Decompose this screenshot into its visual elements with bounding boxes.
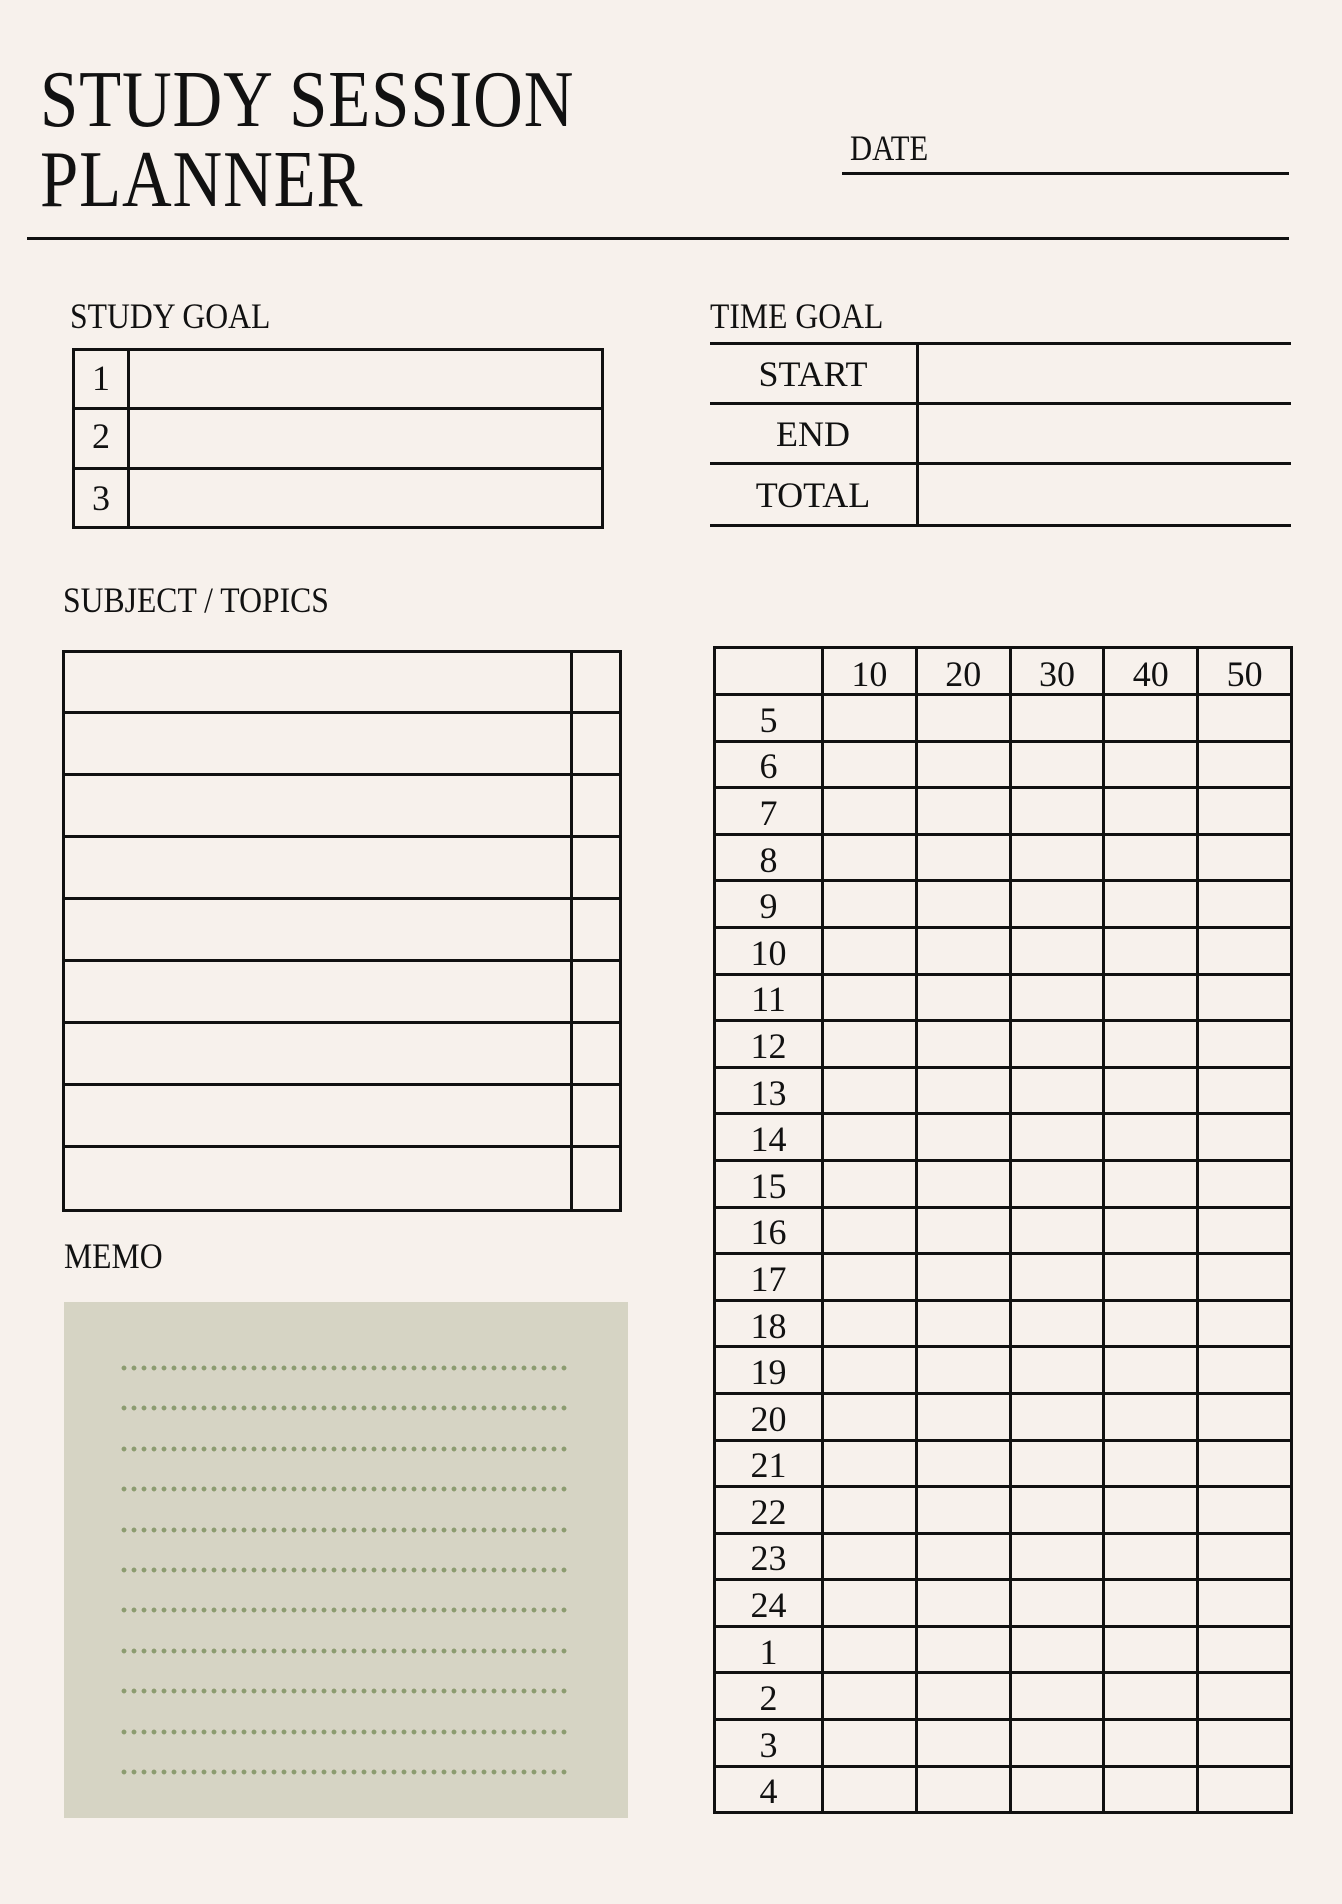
subject-row-divider [62, 835, 622, 838]
time-slot-cell[interactable] [916, 1114, 1010, 1161]
time-slot-cell[interactable] [1104, 834, 1198, 881]
date-field[interactable] [842, 172, 1289, 175]
subject-topic-checkbox[interactable] [575, 840, 618, 896]
time-slot-cell[interactable] [823, 1207, 917, 1254]
time-slot-cell[interactable] [1198, 1673, 1292, 1720]
time-slot-cell[interactable] [916, 1347, 1010, 1394]
subject-topic-checkbox[interactable] [575, 1026, 618, 1082]
time-slot-cell[interactable] [1104, 1393, 1198, 1440]
subject-topic-input[interactable] [66, 1088, 566, 1144]
grid-hour-row [715, 974, 1292, 1021]
hour-label: 22 [715, 1487, 823, 1534]
time-slot-cell[interactable] [1198, 741, 1292, 788]
date-label: DATE [850, 128, 929, 168]
subject-topic-input[interactable] [66, 654, 566, 710]
time-slot-cell[interactable] [823, 1580, 917, 1627]
hour-label: 21 [715, 1440, 823, 1487]
grid-hour-row [715, 881, 1292, 928]
time-slot-cell[interactable] [1010, 1254, 1104, 1301]
hour-label: 5 [715, 695, 823, 742]
grid-hour-row [715, 1440, 1292, 1487]
time-slot-cell[interactable] [1198, 1207, 1292, 1254]
time-slot-cell[interactable] [1104, 695, 1198, 742]
study-goal-number: 1 [92, 358, 110, 398]
time-slot-cell[interactable] [823, 1720, 917, 1767]
time-slot-cell[interactable] [1104, 788, 1198, 835]
time-slot-cell[interactable] [916, 1440, 1010, 1487]
time-slot-cell[interactable] [916, 1300, 1010, 1347]
hour-label: 9 [715, 881, 823, 928]
time-slot-cell[interactable] [823, 881, 917, 928]
grid-hour-row [715, 1393, 1292, 1440]
memo-dotted-line [119, 1729, 571, 1735]
hour-label: 19 [715, 1347, 823, 1394]
hour-label: 6 [715, 741, 823, 788]
time-slot-cell[interactable] [916, 1626, 1010, 1673]
time-goal-divider [916, 342, 919, 527]
study-goal-input-3[interactable] [132, 472, 600, 526]
hour-label: 17 [715, 1254, 823, 1301]
time-slot-cell[interactable] [823, 834, 917, 881]
time-slot-cell[interactable] [823, 695, 917, 742]
study-goal-input-2[interactable] [132, 412, 600, 466]
time-slot-cell[interactable] [1104, 927, 1198, 974]
hour-label: 15 [715, 1160, 823, 1207]
time-slot-cell[interactable] [916, 1766, 1010, 1813]
grid-hour-row [715, 1160, 1292, 1207]
time-slot-cell[interactable] [1010, 1347, 1104, 1394]
grid-hour-row [715, 1487, 1292, 1534]
time-slot-cell[interactable] [823, 1393, 917, 1440]
time-slot-cell[interactable] [1198, 695, 1292, 742]
time-slot-cell[interactable] [823, 1533, 917, 1580]
time-goal-end-label: END [776, 414, 850, 454]
time-slot-cell[interactable] [823, 1626, 917, 1673]
grid-hour-row [715, 1580, 1292, 1627]
minute-column-header: 50 [1198, 648, 1292, 695]
memo-dotted-line [119, 1567, 571, 1573]
page-title [40, 56, 661, 224]
time-slot-cell[interactable] [1010, 1580, 1104, 1627]
time-slot-cell[interactable] [1198, 1487, 1292, 1534]
time-slot-cell[interactable] [1010, 1300, 1104, 1347]
time-slot-cell[interactable] [916, 1160, 1010, 1207]
memo-dotted-line [119, 1405, 571, 1411]
time-slot-cell[interactable] [1198, 881, 1292, 928]
memo-dotted-line [119, 1769, 571, 1775]
time-slot-cell[interactable] [1198, 1580, 1292, 1627]
subject-topic-checkbox[interactable] [575, 778, 618, 834]
time-slot-cell[interactable] [1104, 1766, 1198, 1813]
time-goal-total-label: TOTAL [755, 475, 871, 515]
time-slot-cell[interactable] [823, 927, 917, 974]
subject-topic-input[interactable] [66, 964, 566, 1020]
minute-column-header: 30 [1010, 648, 1104, 695]
time-slot-cell[interactable] [1010, 1720, 1104, 1767]
hour-label: 4 [715, 1766, 823, 1813]
grid-header-row [715, 648, 1292, 695]
time-slot-cell[interactable] [823, 788, 917, 835]
subject-topic-input[interactable] [66, 840, 566, 896]
time-slot-cell[interactable] [1104, 1021, 1198, 1068]
memo-label: MEMO [64, 1236, 163, 1276]
time-slot-cell[interactable] [823, 1021, 917, 1068]
time-slot-cell[interactable] [1010, 927, 1104, 974]
time-slot-cell[interactable] [1104, 1626, 1198, 1673]
time-slot-cell[interactable] [916, 1580, 1010, 1627]
subject-topic-input[interactable] [66, 716, 566, 772]
time-slot-cell[interactable] [1010, 1114, 1104, 1161]
grid-hour-row [715, 927, 1292, 974]
time-slot-cell[interactable] [1104, 1207, 1198, 1254]
time-slot-cell[interactable] [1198, 1067, 1292, 1114]
time-goal-line [710, 342, 1291, 345]
hour-label: 2 [715, 1673, 823, 1720]
time-slot-cell[interactable] [916, 1207, 1010, 1254]
memo-dotted-line [119, 1688, 571, 1694]
subject-row-divider [62, 711, 622, 714]
time-slot-cell[interactable] [1104, 881, 1198, 928]
hour-label: 18 [715, 1300, 823, 1347]
time-slot-cell[interactable] [823, 974, 917, 1021]
time-slot-cell[interactable] [1198, 1533, 1292, 1580]
hour-label: 20 [715, 1393, 823, 1440]
time-slot-cell[interactable] [1010, 741, 1104, 788]
grid-hour-row [715, 1626, 1292, 1673]
time-slot-cell[interactable] [1104, 741, 1198, 788]
subject-topic-input[interactable] [66, 902, 566, 958]
time-slot-cell[interactable] [916, 927, 1010, 974]
study-goal-number: 2 [92, 416, 110, 456]
time-slot-cell[interactable] [823, 1440, 917, 1487]
grid-hour-row [715, 1114, 1292, 1161]
time-slot-cell[interactable] [823, 1673, 917, 1720]
time-slot-cell[interactable] [916, 1254, 1010, 1301]
time-slot-cell[interactable] [1198, 1347, 1292, 1394]
hour-label: 7 [715, 788, 823, 835]
time-slot-cell[interactable] [916, 1487, 1010, 1534]
subject-topic-input[interactable] [66, 1026, 566, 1082]
time-slot-cell[interactable] [823, 1347, 917, 1394]
time-slot-cell[interactable] [916, 834, 1010, 881]
time-tracker-grid [713, 646, 1293, 1814]
hour-label: 12 [715, 1021, 823, 1068]
time-slot-cell[interactable] [1104, 1347, 1198, 1394]
time-slot-cell[interactable] [823, 1766, 917, 1813]
time-slot-cell[interactable] [916, 1067, 1010, 1114]
time-slot-cell[interactable] [1010, 1021, 1104, 1068]
time-slot-cell[interactable] [1198, 1160, 1292, 1207]
subject-topic-input[interactable] [66, 778, 566, 834]
grid-hour-row [715, 695, 1292, 742]
time-slot-cell[interactable] [1010, 974, 1104, 1021]
time-slot-cell[interactable] [1010, 834, 1104, 881]
grid-hour-row [715, 834, 1292, 881]
grid-hour-row [715, 1207, 1292, 1254]
memo-area[interactable] [64, 1302, 628, 1818]
subject-topic-checkbox[interactable] [575, 654, 618, 710]
time-slot-cell[interactable] [1010, 788, 1104, 835]
hour-label: 11 [715, 974, 823, 1021]
grid-hour-row [715, 741, 1292, 788]
time-slot-cell[interactable] [1010, 1160, 1104, 1207]
hour-label: 3 [715, 1720, 823, 1767]
hour-label: 23 [715, 1533, 823, 1580]
time-slot-cell[interactable] [1104, 974, 1198, 1021]
time-slot-cell[interactable] [1104, 1720, 1198, 1767]
title-line-2: PLANNER [40, 136, 364, 224]
time-slot-cell[interactable] [1198, 1254, 1292, 1301]
time-slot-cell[interactable] [1104, 1487, 1198, 1534]
subject-checkbox-divider [570, 650, 573, 1212]
time-slot-cell[interactable] [1104, 1114, 1198, 1161]
hour-label: 14 [715, 1114, 823, 1161]
grid-hour-row [715, 1347, 1292, 1394]
time-slot-cell[interactable] [1010, 1440, 1104, 1487]
hour-label: 10 [715, 927, 823, 974]
grid-hour-row [715, 788, 1292, 835]
memo-dotted-line [119, 1607, 571, 1613]
time-slot-cell[interactable] [916, 1533, 1010, 1580]
time-slot-cell[interactable] [1198, 1720, 1292, 1767]
time-slot-cell[interactable] [1010, 1626, 1104, 1673]
subject-row-divider [62, 897, 622, 900]
time-slot-cell[interactable] [1104, 1067, 1198, 1114]
time-slot-cell[interactable] [1198, 1021, 1292, 1068]
time-goal-line [710, 402, 1291, 405]
grid-hour-row [715, 1673, 1292, 1720]
time-slot-cell[interactable] [1198, 1626, 1292, 1673]
subject-topic-checkbox[interactable] [575, 902, 618, 958]
time-slot-cell[interactable] [823, 741, 917, 788]
hour-label: 13 [715, 1067, 823, 1114]
time-slot-cell[interactable] [916, 1720, 1010, 1767]
time-slot-cell[interactable] [1104, 1254, 1198, 1301]
time-slot-cell[interactable] [1104, 1673, 1198, 1720]
time-slot-cell[interactable] [1104, 1533, 1198, 1580]
time-goal-line [710, 462, 1291, 465]
time-slot-cell[interactable] [823, 1160, 917, 1207]
time-goal-start-label: START [758, 354, 868, 394]
study-goal-number: 3 [92, 478, 110, 518]
time-slot-cell[interactable] [1198, 974, 1292, 1021]
hour-label: 1 [715, 1626, 823, 1673]
time-goal-total-input[interactable] [922, 466, 1288, 523]
time-slot-cell[interactable] [916, 1673, 1010, 1720]
time-slot-cell[interactable] [916, 881, 1010, 928]
subject-row-divider [62, 773, 622, 776]
time-slot-cell[interactable] [1198, 788, 1292, 835]
grid-hour-row [715, 1067, 1292, 1114]
time-slot-cell[interactable] [1198, 1393, 1292, 1440]
grid-hour-row [715, 1720, 1292, 1767]
time-slot-cell[interactable] [1198, 1114, 1292, 1161]
study-goal-number-divider [127, 348, 130, 529]
time-goal-label: TIME GOAL [710, 296, 884, 336]
minute-column-header: 20 [916, 648, 1010, 695]
time-slot-cell[interactable] [1010, 1673, 1104, 1720]
time-slot-cell[interactable] [1104, 1580, 1198, 1627]
grid-hour-row [715, 1533, 1292, 1580]
time-slot-cell[interactable] [1010, 695, 1104, 742]
time-goal-line [710, 524, 1291, 527]
time-slot-cell[interactable] [1104, 1160, 1198, 1207]
hour-label: 24 [715, 1580, 823, 1627]
subject-topic-checkbox[interactable] [575, 716, 618, 772]
time-slot-cell[interactable] [916, 788, 1010, 835]
time-slot-cell[interactable] [916, 1393, 1010, 1440]
time-slot-cell[interactable] [1198, 1766, 1292, 1813]
grid-hour-row [715, 1766, 1292, 1813]
subject-topic-input[interactable] [66, 1150, 566, 1206]
subject-row-divider [62, 1145, 622, 1148]
minute-column-header: 40 [1104, 648, 1198, 695]
time-slot-cell[interactable] [916, 974, 1010, 1021]
time-slot-cell[interactable] [1010, 1766, 1104, 1813]
hour-label: 16 [715, 1207, 823, 1254]
time-slot-cell[interactable] [1198, 1300, 1292, 1347]
time-slot-cell[interactable] [916, 1021, 1010, 1068]
time-slot-cell[interactable] [823, 1114, 917, 1161]
study-goal-row-divider [72, 407, 604, 410]
study-goal-row-divider [72, 467, 604, 470]
time-slot-cell[interactable] [1010, 1067, 1104, 1114]
header-divider [27, 237, 1289, 240]
time-slot-cell[interactable] [1198, 834, 1292, 881]
minute-column-header: 10 [823, 648, 917, 695]
time-slot-cell[interactable] [916, 741, 1010, 788]
subject-topic-checkbox[interactable] [575, 1150, 618, 1206]
title-line-1: STUDY SESSION [40, 56, 575, 144]
time-slot-cell[interactable] [1010, 1487, 1104, 1534]
grid-corner-cell [715, 648, 823, 695]
grid-hour-row [715, 1300, 1292, 1347]
grid-hour-row [715, 1021, 1292, 1068]
memo-dotted-line [119, 1486, 571, 1492]
time-slot-cell[interactable] [823, 1487, 917, 1534]
subject-topic-checkbox[interactable] [575, 1088, 618, 1144]
hour-label: 8 [715, 834, 823, 881]
subject-row-divider [62, 959, 622, 962]
time-slot-cell[interactable] [1010, 1533, 1104, 1580]
subject-row-divider [62, 1083, 622, 1086]
memo-dotted-line [119, 1365, 571, 1371]
time-slot-cell[interactable] [823, 1254, 917, 1301]
time-slot-cell[interactable] [1010, 881, 1104, 928]
memo-dotted-line [119, 1648, 571, 1654]
time-slot-cell[interactable] [1198, 1440, 1292, 1487]
time-goal-start-input[interactable] [922, 346, 1288, 401]
time-slot-cell[interactable] [1198, 927, 1292, 974]
memo-dotted-line [119, 1446, 571, 1452]
subject-topics-label: SUBJECT / TOPICS [63, 580, 329, 620]
time-slot-cell[interactable] [1010, 1393, 1104, 1440]
time-slot-cell[interactable] [1104, 1440, 1198, 1487]
subject-row-divider [62, 1021, 622, 1024]
grid-hour-row [715, 1254, 1292, 1301]
time-slot-cell[interactable] [1010, 1207, 1104, 1254]
time-slot-cell[interactable] [823, 1067, 917, 1114]
time-slot-cell[interactable] [1104, 1300, 1198, 1347]
time-goal-end-input[interactable] [922, 406, 1288, 461]
study-goal-input-1[interactable] [132, 352, 600, 406]
study-goal-label: STUDY GOAL [70, 296, 271, 336]
memo-dotted-line [119, 1527, 571, 1533]
time-slot-cell[interactable] [823, 1300, 917, 1347]
time-slot-cell[interactable] [916, 695, 1010, 742]
subject-topic-checkbox[interactable] [575, 964, 618, 1020]
